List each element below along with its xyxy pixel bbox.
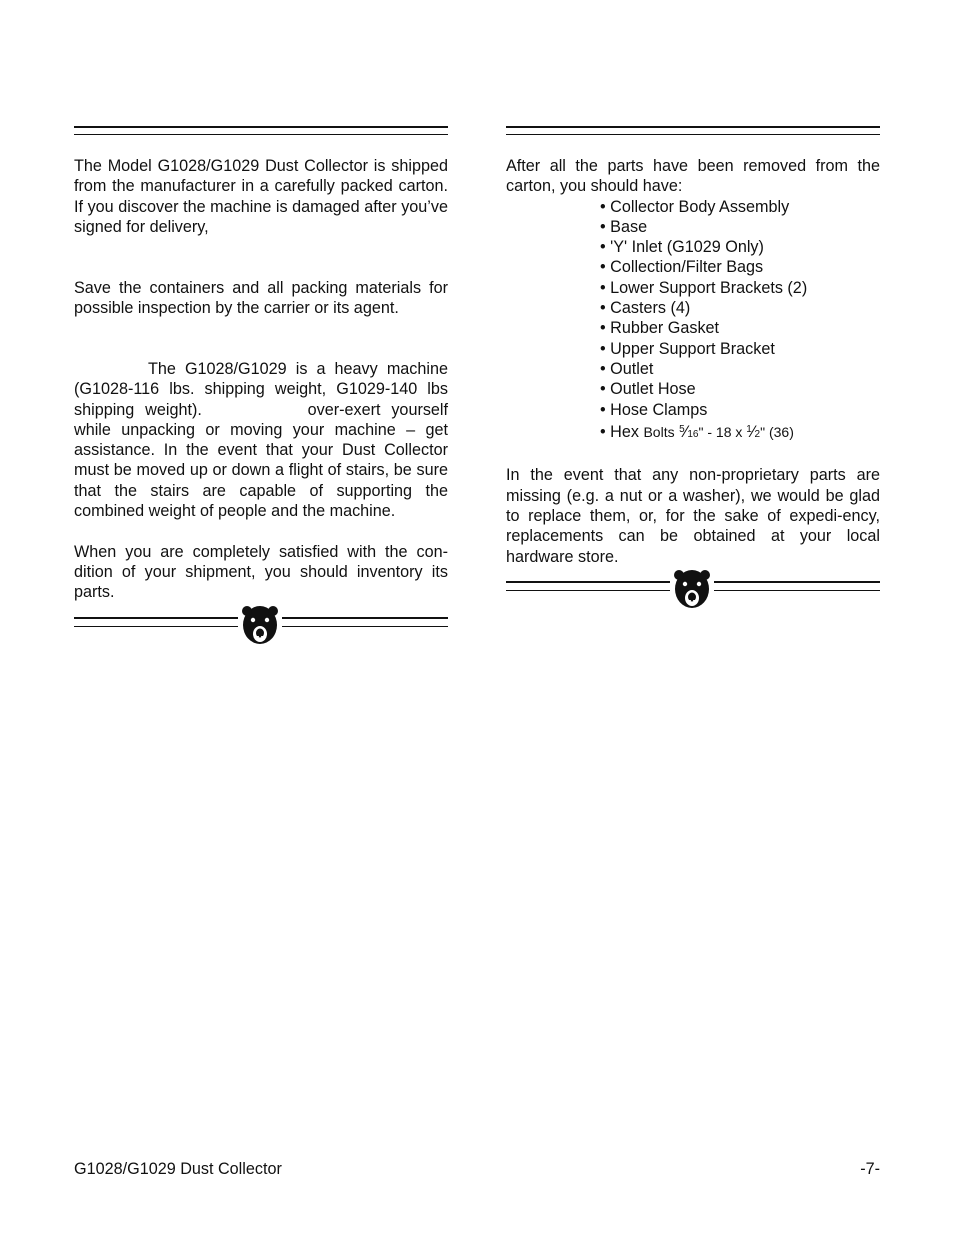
section-divider-left (74, 613, 448, 653)
list-item: • 'Y' Inlet (G1029 Only) (600, 237, 880, 257)
page-number: -7- (860, 1160, 880, 1178)
heavy-machine-text-b: over-exert yourself while unpacking or moving your machine – get assistance. In the event that your Dust Collector must be moved up or down a flight of stairs, be sure that the stairs are capable of supporting the combined weight of people and the machine. (74, 400, 449, 521)
hex-bolts-item: • Hex Bolts $^5$⁄16" - 18 x $^1$⁄2" (36) (600, 420, 880, 445)
bear-head-icon (672, 567, 712, 613)
list-item: • Hose Clamps (600, 400, 880, 420)
list-item: • Outlet Hose (600, 379, 880, 399)
shipping-paragraph: The Model G1028/G1029 Dust Collector is shipped from the manufacturer in a carefully packed carton. If you discover the machine is damaged after you’ve signed for delivery, (74, 157, 448, 236)
save-containers-paragraph: Save the containers and all packing materials for possible inspection by the carrier or its agent. (74, 278, 448, 318)
list-item: • Casters (4) (600, 298, 880, 318)
heavy-machine-paragraph (74, 359, 448, 521)
footer-title: G1028/G1029 Dust Collector (74, 1160, 282, 1178)
section-divider-right (506, 577, 880, 617)
section-rule-right (506, 126, 880, 138)
inventory-paragraph: When you are completely satisfied with the con-dition of your shipment, you should inventory its parts. (74, 542, 448, 602)
list-item: • Rubber Gasket (600, 318, 880, 338)
list-item: • Base (600, 217, 880, 237)
list-item: • Lower Support Brackets (2) (600, 278, 880, 298)
section-rule-left (74, 126, 448, 138)
parts-list (506, 197, 880, 446)
list-item: • Upper Support Bracket (600, 339, 880, 359)
list-item: • Collector Body Assembly (600, 197, 880, 217)
missing-parts-paragraph: In the event that any non-proprietary parts are missing (e.g. a nut or a washer), we would be glad to replace them, or, for the sake of expedi-ency, replacements can be obtained at your local hardware store. (506, 466, 880, 566)
list-item: • Collection/Filter Bags (600, 257, 880, 277)
right-column (506, 126, 880, 617)
list-item: • Outlet (600, 359, 880, 379)
heavy-machine-text-a: The G1028/G1029 is a heavy machine (G1028-116 lbs. shipping weight, G1029-140 lbs shipping weight). (74, 359, 448, 419)
bear-head-icon (240, 603, 280, 649)
left-column (74, 126, 448, 653)
inventory-intro: After all the parts have been removed from the carton, you should have: (506, 157, 880, 196)
